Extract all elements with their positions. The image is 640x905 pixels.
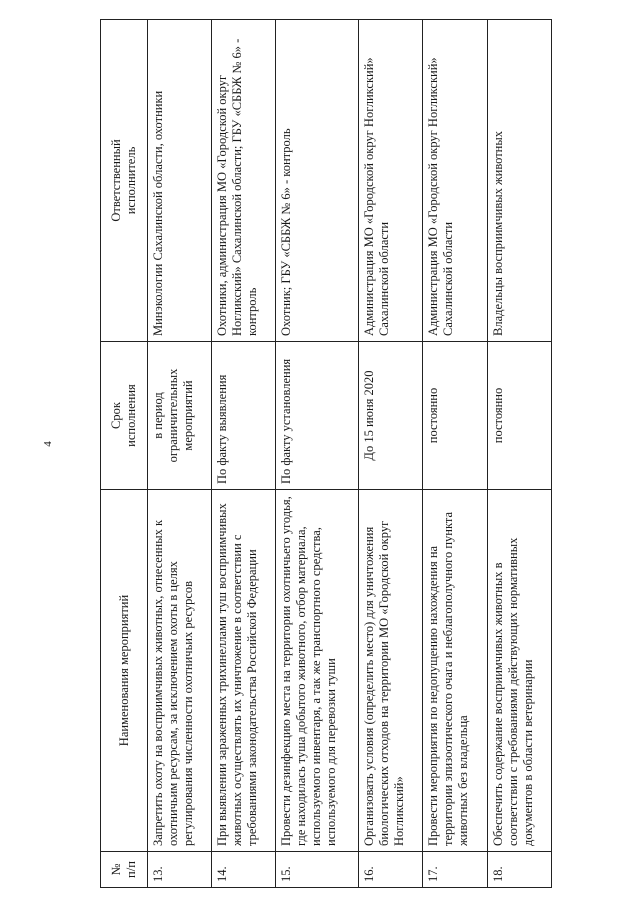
header-responsible: Ответственный исполнитель — [101, 20, 148, 342]
row-num: 15. — [276, 852, 359, 888]
row-num: 14. — [212, 852, 276, 888]
row-term: До 15 июня 2020 — [359, 342, 423, 490]
row-responsible: Охотник; ГБУ «СББЖ № 6» - контроль — [276, 20, 359, 342]
table-row — [359, 20, 423, 888]
header-term: Срок исполнения — [101, 342, 148, 490]
row-term: постоянно — [423, 342, 487, 490]
table-row — [276, 20, 359, 888]
row-term: По факту установления — [276, 342, 359, 490]
row-name: При выявлении зараженных трихинеллами туш восприимчивых животных осуществлять их уничтожение в соответствии с требованиями законодательства Российской Федерации — [212, 490, 276, 852]
row-name: Провести мероприятия по недопущению нахождения на территории эпизоотического очага и неблагополучного пункта животных без владельца — [423, 490, 487, 852]
row-num: 13. — [148, 852, 212, 888]
row-responsible: Минэкологии Сахалинской области, охотники — [148, 20, 212, 342]
row-responsible: Администрация МО «Городской округ Ногликский» Сахалинской области — [423, 20, 487, 342]
table-header-row — [101, 20, 148, 888]
row-num: 16. — [359, 852, 423, 888]
row-name: Провести дезинфекцию места на территории охотничьего угодья, где находилась туша добытого животного, отбор материала, используемого инвентаря, а так же транспортного средства, используемого для перевозки туши — [276, 490, 359, 852]
row-responsible: Охотники, администрация МО «Городской округ Ногликский» Сахалинской области; ГБУ «СББЖ № 6» - контроль — [212, 20, 276, 342]
row-name: Запретить охоту на восприимчивых животных, отнесенных к охотничьим ресурсам, за исключением охоты в целях регулирования численности охотничьих ресурсов — [148, 490, 212, 852]
row-term: По факту выявления — [212, 342, 276, 490]
measures-table — [100, 19, 552, 888]
row-term: постоянно — [487, 342, 551, 490]
rotated-content — [100, 20, 552, 888]
header-num: № п/п — [101, 852, 148, 888]
table-row — [423, 20, 487, 888]
row-name: Организовать условия (определить место) для уничтожения биологических отходов на территории МО «Городской округ Ногликский» — [359, 490, 423, 852]
table-row — [212, 20, 276, 888]
table-row — [487, 20, 551, 888]
rotated-page-area — [100, 20, 552, 888]
row-num: 18. — [487, 852, 551, 888]
header-name: Наименования мероприятий — [101, 490, 148, 852]
page-number: 4 — [41, 441, 54, 447]
row-responsible: Владельцы восприимчивых животных — [487, 20, 551, 342]
table-row — [148, 20, 212, 888]
row-name: Обеспечить содержание восприимчивых животных в соответствии с требованиями действующих нормативных документов в области ветеринарии — [487, 490, 551, 852]
row-term: в период ограничительных мероприятий — [148, 342, 212, 490]
row-num: 17. — [423, 852, 487, 888]
row-responsible: Администрация МО «Городской округ Ногликский» Сахалинской области — [359, 20, 423, 342]
